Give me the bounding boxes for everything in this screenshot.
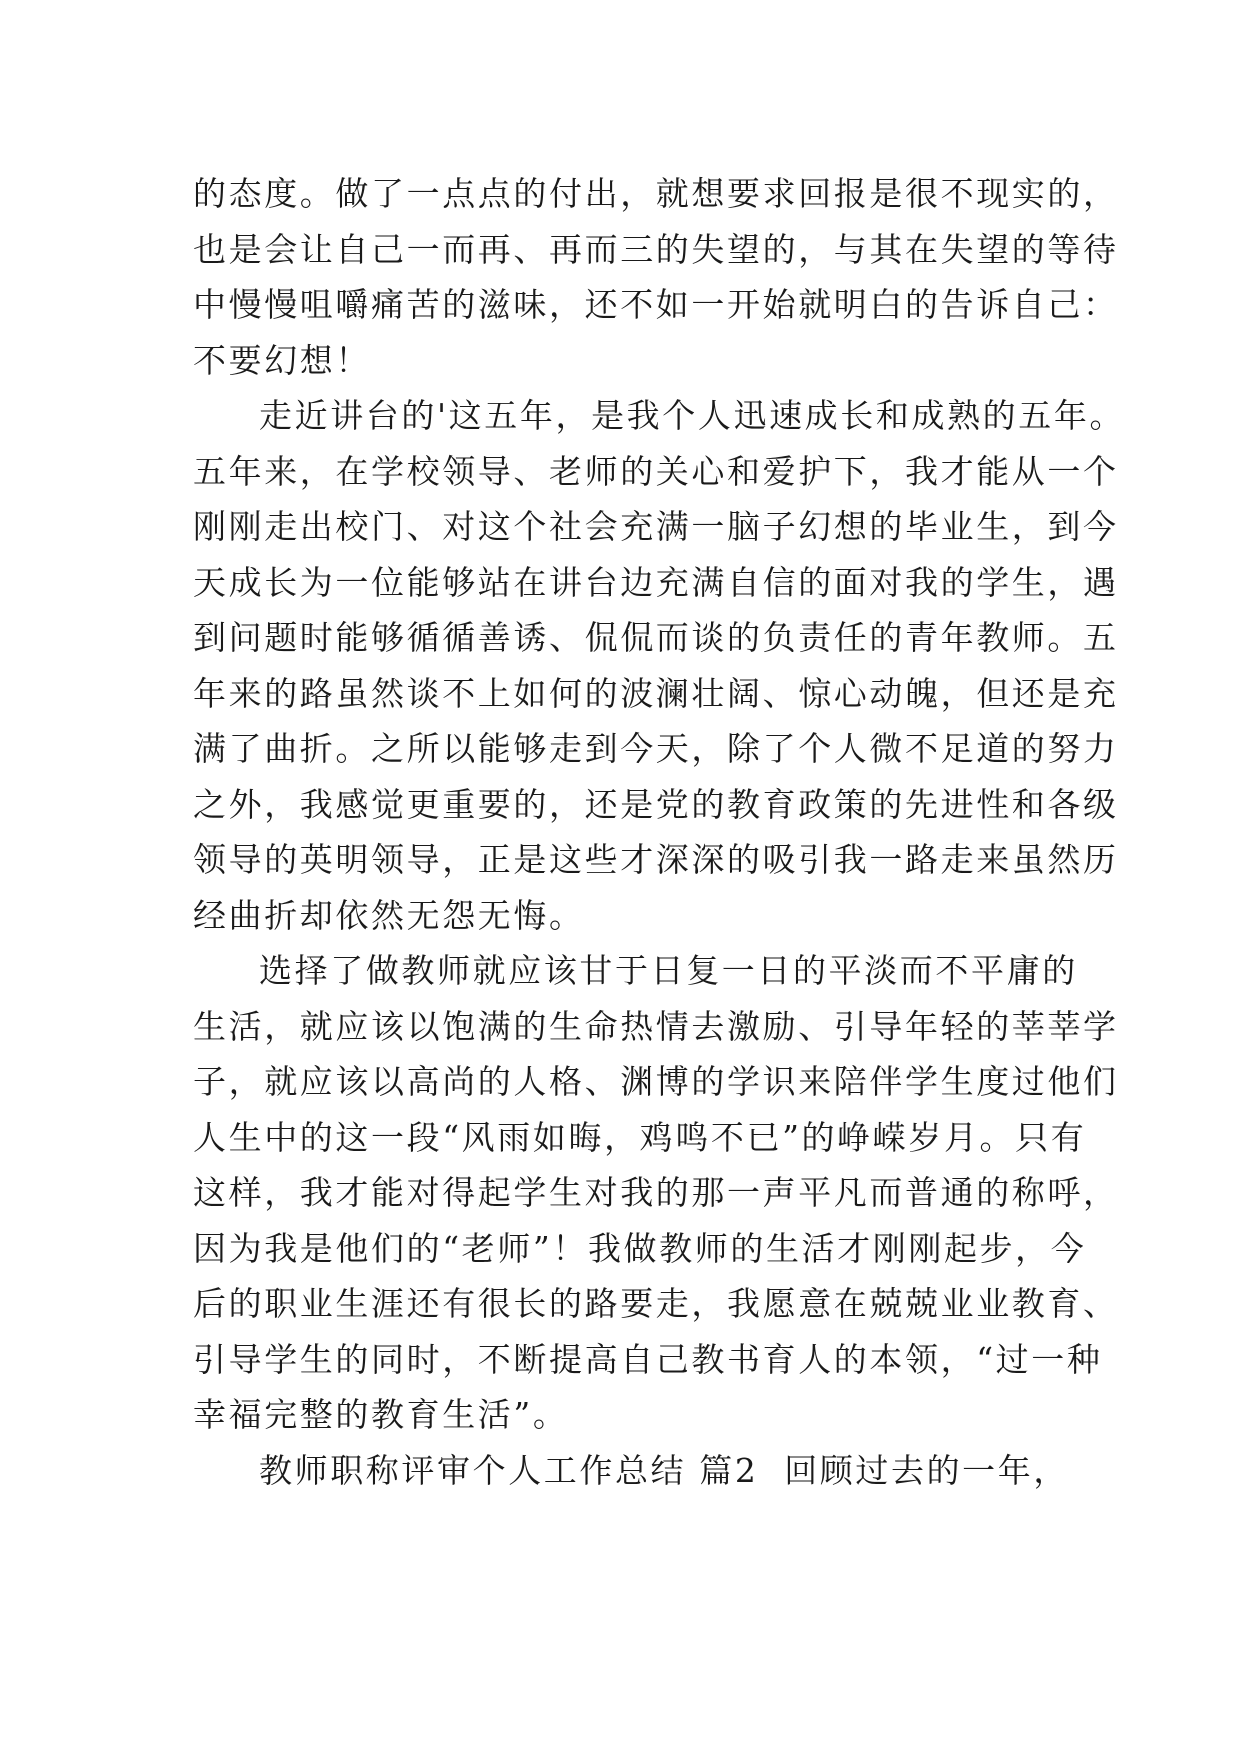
heading-spacer [759, 1443, 785, 1499]
paragraph-2 [193, 388, 1126, 943]
text-line: 后的职业生涯还有很长的路要走，我愿意在兢兢业业教育、 [193, 1284, 1119, 1323]
section-heading: 教师职称评审个人工作总结 篇2 [259, 1450, 759, 1490]
document-body [193, 166, 1126, 1498]
section-heading-line [193, 1443, 1069, 1499]
text-line: 走近讲台的'这五年，是我个人迅速成长和成熟的五年。 [259, 396, 1126, 435]
text-line: 这样，我才能对得起学生对我的那一声平凡而普通的称呼， [193, 1173, 1119, 1212]
text-line: 幸福完整的教育生活”。 [193, 1395, 569, 1434]
text-line: 之外，我感觉更重要的，还是党的教育政策的先进性和各级 [193, 784, 1119, 824]
text-line: 子，就应该以高尚的人格、渊博的学识来陪伴学生度过他们 [193, 1062, 1119, 1101]
text-line: 经曲折却依然无怨无悔。 [193, 895, 585, 935]
text-line: 五年来，在学校领导、老师的关心和爱护下，我才能从一个 [193, 451, 1119, 491]
text-line: 因为我是他们的“老师”！我做教师的生活才刚刚起步，今 [193, 1228, 1087, 1268]
text-line: 年来的路虽然谈不上如何的波澜壮阔、惊心动魄，但还是充 [193, 673, 1119, 713]
text-line: 人生中的这一段“风雨如晦，鸡鸣不已”的峥嵘岁月。只有 [193, 1117, 1087, 1157]
text-line: 选择了做教师就应该甘于日复一日的平淡而不平庸的 [259, 951, 1078, 990]
text-line: 的态度。做了一点点的付出，就想要求回报是很不现实的， [193, 174, 1119, 213]
text-line: 领导的英明领导，正是这些才深深的吸引我一路走来虽然历 [193, 840, 1119, 879]
text-line: 也是会让自己一而再、再而三的失望的，与其在失望的等待 [193, 229, 1119, 269]
paragraph-1 [193, 166, 1119, 388]
text-line: 刚刚走出校门、对这个社会充满一脑子幻想的毕业生，到今 [193, 507, 1119, 546]
text-line: 生活，就应该以饱满的生命热情去激励、引导年轻的莘莘学 [193, 1006, 1119, 1046]
section-opening-text: 回顾过去的一年， [784, 1450, 1069, 1490]
text-line: 中慢慢咀嚼痛苦的滋味，还不如一开始就明白的告诉自己： [193, 285, 1119, 324]
text-line: 满了曲折。之所以能够走到今天，除了个人微不足道的努力 [193, 729, 1119, 768]
text-line: 到问题时能够循循善诱、侃侃而谈的负责任的青年教师。五 [193, 618, 1119, 657]
text-line: 引导学生的同时，不断提高自己教书育人的本领，“过一种 [193, 1339, 1103, 1379]
paragraph-3 [193, 943, 1119, 1443]
text-line: 不要幻想！ [193, 340, 371, 380]
text-line: 天成长为一位能够站在讲台边充满自信的面对我的学生，遇 [193, 562, 1119, 602]
